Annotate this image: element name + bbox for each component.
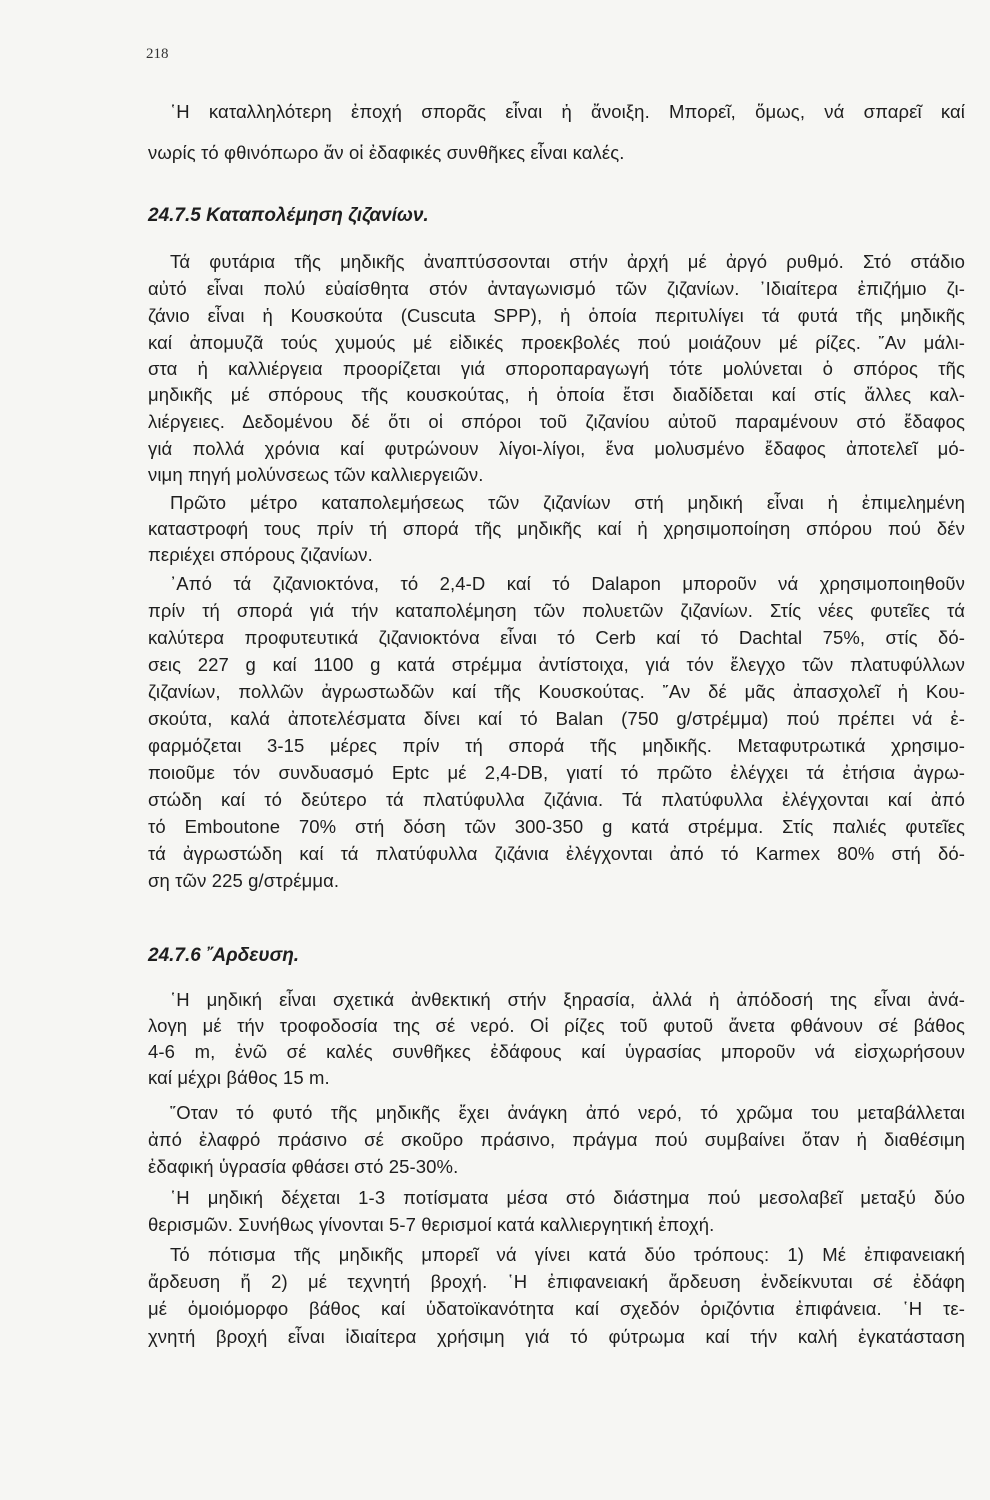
text-line: λογη μέ τήν τροφοδοσία της σέ νερό. Οἱ ρίζες τοῦ φυτοῦ ἄνετα φθάνουν σέ βάθος bbox=[148, 1015, 965, 1036]
text-line: Πρῶτο μέτρο καταπολεμήσεως τῶν ζιζανίων στή μηδική εἶναι ἡ ἐπιμελημένη bbox=[170, 492, 965, 513]
page-number: 218 bbox=[146, 46, 169, 62]
text-line: καταστροφή τους πρίν τή σπορά τῆς μηδικῆς καί ἡ χρησιμοποίηση σπόρου πού δέν bbox=[148, 518, 965, 539]
text-line: γιά πολλά χρόνια καί φυτρώνουν λίγοι-λίγοι, ἕνα μολυσμένο ἔδαφος ἀποτελεῖ μό- bbox=[148, 438, 965, 459]
text-line: αὐτό εἶναι πολύ εὐαίσθητα στόν ἀνταγωνισμό τῶν ζιζανίων. ᾽Ιδιαίτερα ἐπιζήμιο ζι- bbox=[148, 278, 965, 299]
text-line: ῞Οταν τό φυτό τῆς μηδικῆς ἔχει ἀνάγκη ἀπό νερό, τό χρῶμα του μεταβάλλεται bbox=[170, 1102, 965, 1123]
section-heading-weed-control: 24.7.5 Καταπολέμηση ζιζανίων. bbox=[148, 205, 429, 226]
section-heading-irrigation: 24.7.6 ῎Αρδευση. bbox=[148, 945, 300, 966]
text-line: ῾Η μηδική εἶναι σχετικά ἀνθεκτική στήν ξηρασία, ἀλλά ἡ ἀπόδοσή της εἶναι ἀνά- bbox=[170, 989, 965, 1010]
text-line: ᾽Από τά ζιζανιοκτόνα, τό 2,4-D καί τό Dalapon μποροῦν νά χρησιμοποιηθοῦν bbox=[170, 573, 965, 594]
text-line: Τά φυτάρια τῆς μηδικῆς ἀναπτύσσονται στήν ἀρχή μέ ἀργό ρυθμό. Στό στάδιο bbox=[170, 251, 965, 272]
text-line: λιέργειες. Δεδομένου δέ ὅτι οἱ σπόροι τοῦ ζιζανίου αὐτοῦ παραμένουν στό ἔδαφος bbox=[148, 411, 965, 432]
text-line: ῾Η μηδική δέχεται 1-3 ποτίσματα μέσα στό διάστημα πού μεσολαβεῖ μεταξύ δύο bbox=[170, 1187, 965, 1208]
text-line: ζιζανίων, πολλῶν ἀγρωστωδῶν καί τῆς Κουσκούτας. ῎Αν δέ μᾶς ἀπασχολεῖ ἡ Κου- bbox=[148, 681, 965, 702]
text-line: ποιοῦμε τόν συνδυασμό Eptc μέ 2,4-DB, γιατί τό πρῶτο ἐλέγχει τά ἐτήσια ἀγρω- bbox=[148, 762, 965, 783]
text-line: πρίν τή σπορά γιά τήν καταπολέμηση τῶν πολυετῶν ζιζανίων. Στίς νέες φυτεῖες τά bbox=[148, 600, 965, 621]
text-line: μέ ὁμοιόμορφο βάθος καί ὑδατοϊκανότητα καί σχεδόν ὁριζόντια ἐπιφάνεια. ῾Η τε- bbox=[148, 1298, 965, 1319]
text-line: ῾Η καταλληλότερη ἐποχή σπορᾶς εἶναι ἡ ἄνοιξη. Μπορεῖ, ὅμως, νά σπαρεῖ καί bbox=[170, 101, 965, 122]
text-line: ζάνιο εἶναι ἡ Κουσκούτα (Cuscuta SPP), ἡ ὁποία περιτυλίγει τά φυτά τῆς μηδικῆς bbox=[148, 305, 965, 326]
text-line: στα ἡ καλλιέργεια προορίζεται γιά σποροπαραγωγή τότε μολύνεται ὁ σπόρος τῆς bbox=[148, 358, 965, 379]
text-line: χνητή βροχή εἶναι ἰδιαίτερα χρήσιμη γιά τό φύτρωμα καί τήν καλή ἐγκατάσταση bbox=[148, 1326, 965, 1347]
text-line: φαρμόζεται 3-15 μέρες πρίν τή σπορά τῆς μηδικῆς. Μεταφυτρωτικά χρησιμο- bbox=[148, 735, 965, 756]
text-line: σκούτα, καλά ἀποτελέσματα δίνει καί τό Balan (750 g/στρέμμα) πού πρέπει νά ἐ- bbox=[148, 708, 965, 729]
text-line: καλύτερα προφυτευτικά ζιζανιοκτόνα εἶναι τό Cerb καί τό Dachtal 75%, στίς δό- bbox=[148, 627, 965, 648]
text-line: σεις 227 g καί 1100 g κατά στρέμμα ἀντίστοιχα, γιά τόν ἔλεγχο τῶν πλατυφύλλων bbox=[148, 654, 965, 675]
text-line: Τό πότισμα τῆς μηδικῆς μπορεῖ νά γίνει κατά δύο τρόπους: 1) Μέ ἐπιφανειακή bbox=[170, 1244, 965, 1265]
text-line: ἀπό ἐλαφρό πράσινο σέ σκοῦρο πράσινο, πράγμα πού συμβαίνει ὅταν ἡ διαθέσιμη bbox=[148, 1129, 965, 1150]
text-line: μηδικῆς μέ σπόρους τῆς κουσκούτας, ἡ ὁποία ἔτσι διαδίδεται καί στίς ἄλλες καλ- bbox=[148, 384, 965, 405]
text-line: ἐδαφική ὑγρασία φθάσει στό 25-30%. bbox=[148, 1156, 459, 1177]
text-line: θερισμῶν. Συνήθως γίνονται 5-7 θερισμοί κατά καλλιεργητική ἐποχή. bbox=[148, 1214, 715, 1235]
text-line: νιμη πηγή μολύνσεως τῶν καλλιεργειῶν. bbox=[148, 464, 484, 485]
text-line: καί ἀπομυζᾶ τούς χυμούς μέ εἰδικές προεκβολές πού μοιάζουν μέ ρίζες. ῎Αν μάλι- bbox=[148, 332, 965, 353]
text-line: ἄρδευση ἤ 2) μέ τεχνητή βροχή. ῾Η ἐπιφανειακή ἄρδευση ἐνδείκνυται σέ ἐδάφη bbox=[148, 1271, 965, 1292]
text-line: τά ἀγρωστώδη καί τά πλατύφυλλα ζιζάνια ἐλέγχονται ἀπό τό Karmex 80% στή δό- bbox=[148, 843, 965, 864]
text-line: στώδη καί τό δεύτερο τά πλατύφυλλα ζιζάνια. Τά πλατύφυλλα ἐλέγχονται καί ἀπό bbox=[148, 789, 965, 810]
text-line: περιέχει σπόρους ζιζανίων. bbox=[148, 544, 373, 565]
text-line: τό Emboutone 70% στή δόση τῶν 300-350 g κατά στρέμμα. Στίς παλιές φυτεῖες bbox=[148, 816, 965, 837]
text-line: 4-6 m, ἐνῶ σέ καλές συνθῆκες ἐδάφους καί ὑγρασίας μποροῦν νά εἰσχωρήσουν bbox=[148, 1041, 965, 1062]
text-line: νωρίς τό φθινόπωρο ἄν οἱ ἐδαφικές συνθῆκες εἶναι καλές. bbox=[148, 142, 625, 163]
text-line: ση τῶν 225 g/στρέμμα. bbox=[148, 870, 340, 891]
text-line: καί μέχρι βάθος 15 m. bbox=[148, 1067, 330, 1088]
